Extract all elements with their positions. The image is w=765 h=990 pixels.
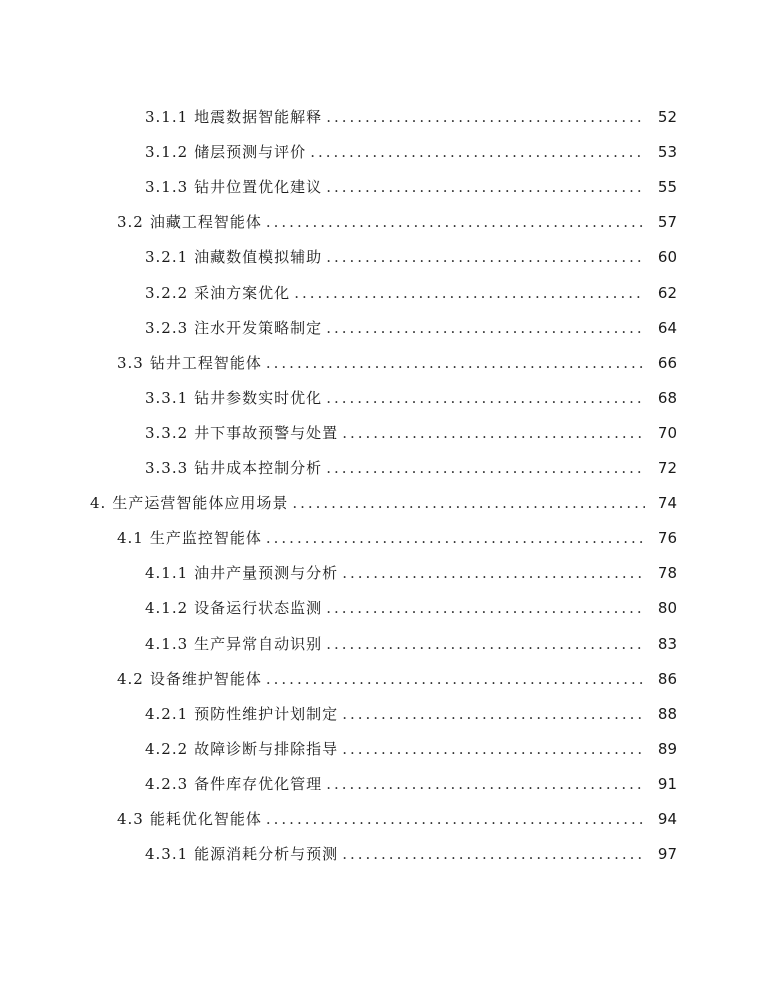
toc-entry-page-number: 88 (657, 704, 677, 723)
toc-entry-title: 注水开发策略制定 (194, 318, 323, 337)
toc-entry-number: 3.1.1 (145, 108, 189, 126)
toc-entry[interactable] (145, 703, 677, 725)
toc-entry[interactable] (145, 738, 677, 760)
toc-entry-number: 4.2.1 (145, 704, 189, 723)
toc-entry-page-number: 60 (657, 248, 677, 267)
toc-entry[interactable] (90, 492, 677, 514)
toc-entry-number: 3.2.1 (145, 248, 189, 267)
toc-entry-page-number: 78 (657, 564, 677, 583)
toc-entry[interactable] (117, 352, 677, 374)
toc-dot-leader (266, 213, 645, 231)
toc-entry-title: 油藏工程智能体 (149, 213, 262, 232)
toc-entry-number: 4.3.1 (145, 845, 189, 864)
toc-dot-leader (326, 635, 645, 653)
toc-entry-title: 储层预测与评价 (194, 143, 307, 162)
toc-entry[interactable] (145, 843, 677, 865)
toc-entry-title: 生产监控智能体 (149, 529, 262, 548)
toc-dot-leader (326, 178, 645, 196)
toc-dot-leader (342, 424, 645, 442)
toc-entry-title: 钻井成本控制分析 (194, 459, 323, 477)
toc-entry-number: 3.3.3 (145, 459, 189, 477)
toc-entry-page-number: 76 (657, 529, 677, 548)
toc-dot-leader (266, 670, 645, 688)
toc-entry[interactable] (117, 808, 677, 830)
toc-entry[interactable] (145, 317, 677, 339)
toc-entry-title: 设备维护智能体 (149, 669, 262, 688)
toc-entry-title: 能源消耗分析与预测 (194, 845, 339, 864)
toc-entry[interactable] (145, 246, 677, 268)
toc-entry-title: 钻井工程智能体 (149, 353, 262, 372)
toc-entry-title: 设备运行状态监测 (194, 599, 323, 618)
toc-entry[interactable] (145, 387, 677, 409)
toc-entry[interactable] (145, 562, 677, 584)
toc-entry[interactable] (117, 211, 677, 233)
toc-dot-leader (326, 459, 645, 477)
toc-entry-page-number: 70 (657, 423, 677, 442)
toc-dot-leader (342, 564, 645, 582)
toc-entry-number: 3.2 (117, 213, 144, 232)
toc-entry[interactable] (117, 527, 677, 549)
toc-entry[interactable] (145, 141, 677, 163)
toc-entry-page-number: 62 (657, 283, 677, 302)
toc-dot-leader (326, 599, 645, 617)
toc-entry[interactable] (145, 106, 677, 128)
toc-entry-page-number: 83 (657, 634, 677, 653)
toc-entry-number: 4.2 (117, 669, 144, 688)
toc-entry-title: 故障诊断与排除指导 (194, 739, 339, 758)
toc-dot-leader (326, 108, 645, 126)
toc-entry-title: 油井产量预测与分析 (194, 564, 339, 583)
toc-entry-title: 预防性维护计划制定 (194, 704, 339, 723)
toc-entry-page-number: 66 (657, 353, 677, 372)
toc-entry-number: 3.3 (117, 353, 144, 372)
toc-entry-title: 生产异常自动识别 (194, 634, 323, 653)
toc-entry-page-number: 91 (657, 774, 677, 793)
toc-entry-number: 3.3.2 (145, 423, 189, 442)
toc-dot-leader (342, 740, 645, 758)
toc-entry-title: 地震数据智能解释 (194, 108, 323, 126)
toc-entry[interactable] (145, 597, 677, 619)
toc-entry-title: 油藏数值模拟辅助 (194, 248, 323, 267)
toc-entry-number: 3.1.2 (145, 143, 189, 162)
toc-entry[interactable] (145, 422, 677, 444)
toc-entry-title: 采油方案优化 (194, 283, 291, 302)
toc-dot-leader (326, 389, 645, 407)
toc-entry[interactable] (145, 282, 677, 304)
toc-entry-page-number: 89 (657, 739, 677, 758)
toc-dot-leader (342, 845, 645, 863)
toc-entry-page-number: 55 (657, 178, 677, 197)
toc-entry-title: 能耗优化智能体 (149, 810, 262, 828)
toc-dot-leader (292, 494, 645, 512)
toc-dot-leader (326, 319, 645, 337)
toc-dot-leader (266, 354, 645, 372)
toc-entry[interactable] (145, 176, 677, 198)
toc-entry-title: 备件库存优化管理 (194, 774, 323, 793)
toc-entry-page-number: 97 (657, 845, 677, 864)
toc-dot-leader (266, 810, 645, 828)
toc-entry-title: 井下事故预警与处置 (194, 423, 339, 442)
toc-entry-number: 4.3 (117, 810, 144, 828)
toc-entry[interactable] (145, 633, 677, 655)
toc-entry-number: 4. (90, 494, 107, 513)
toc-entry[interactable] (117, 668, 677, 690)
toc-entry-page-number: 57 (657, 213, 677, 232)
toc-entry-number: 4.1.1 (145, 564, 189, 583)
toc-entry-number: 3.2.2 (145, 283, 189, 302)
toc-entry-number: 3.3.1 (145, 388, 189, 407)
toc-entry[interactable] (145, 773, 677, 795)
toc-entry-page-number: 86 (657, 669, 677, 688)
toc-entry-number: 3.1.3 (145, 178, 189, 197)
toc-dot-leader (326, 248, 645, 266)
toc-entry-number: 4.1.2 (145, 599, 189, 618)
toc-entry[interactable] (145, 457, 677, 479)
toc-entry-title: 钻井参数实时优化 (194, 388, 323, 407)
toc-entry-page-number: 74 (657, 494, 677, 513)
toc-entry-page-number: 64 (657, 318, 677, 337)
toc-entry-page-number: 68 (657, 388, 677, 407)
toc-dot-leader (294, 284, 645, 302)
toc-dot-leader (266, 529, 645, 547)
toc-entry-title: 生产运营智能体应用场景 (112, 494, 289, 513)
toc-entry-page-number: 53 (657, 143, 677, 162)
toc-entry-number: 3.2.3 (145, 318, 189, 337)
toc-entry-number: 4.2.2 (145, 739, 189, 758)
toc-entry-title: 钻井位置优化建议 (194, 178, 323, 197)
toc-entry-number: 4.1.3 (145, 634, 189, 653)
toc-entry-page-number: 94 (657, 810, 677, 828)
toc-entry-page-number: 80 (657, 599, 677, 618)
toc-entry-number: 4.1 (117, 529, 144, 548)
toc-entry-number: 4.2.3 (145, 774, 189, 793)
toc-dot-leader (310, 143, 645, 161)
toc-entry-page-number: 72 (657, 459, 677, 477)
toc-dot-leader (342, 705, 645, 723)
toc-entry-page-number: 52 (657, 108, 677, 126)
toc-dot-leader (326, 775, 645, 793)
